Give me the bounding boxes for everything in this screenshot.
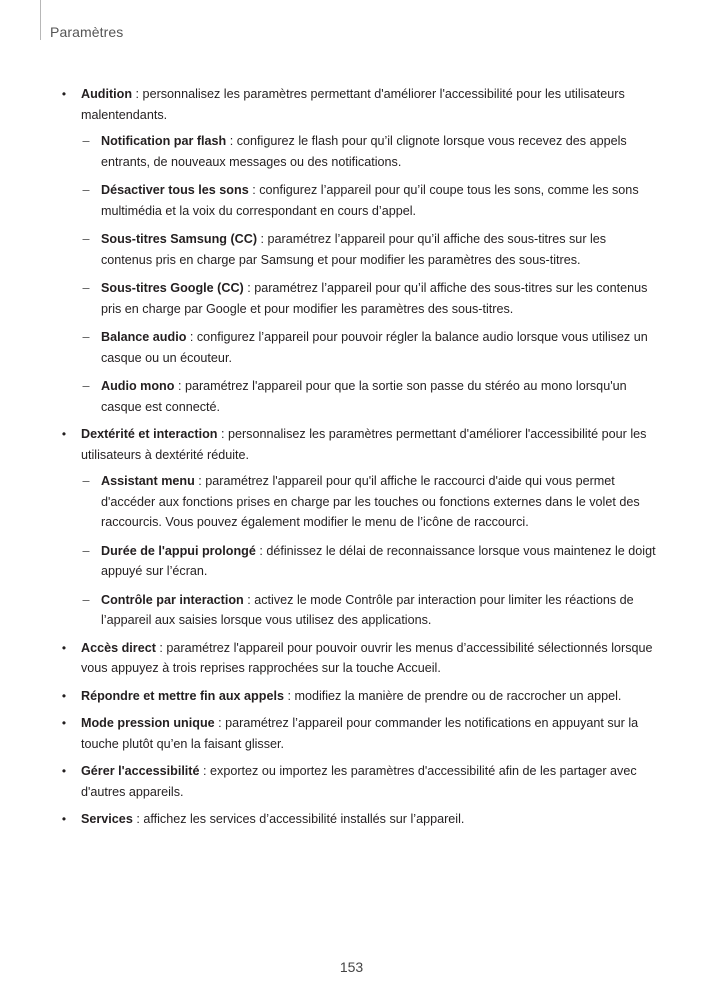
sub-item-term: Sous-titres Samsung (CC)	[101, 232, 258, 246]
list-item-acces-direct	[59, 638, 659, 679]
dash-icon: –	[82, 134, 90, 148]
item-term: Dextérité et interaction	[81, 427, 218, 441]
item-term: Gérer l'accessibilité	[81, 764, 200, 778]
bullet-icon: •	[61, 812, 67, 826]
sub-item-description: : paramétrez l’appareil pour qu’il affiche des sous-titres sur les contenus pris en charge par Samsung et pour modifier les paramètres des sous-titres.	[101, 232, 607, 267]
dash-icon: –	[82, 281, 90, 295]
item-description: : personnalisez les paramètres permettant d'améliorer l'accessibilité pour les utilisateurs à dextérité réduite.	[81, 427, 647, 462]
sub-item-term: Balance audio	[101, 330, 187, 344]
sub-item-term: Audio mono	[101, 379, 175, 393]
bullet-icon: •	[61, 764, 67, 778]
sub-item-term: Durée de l'appui prolongé	[101, 543, 256, 558]
sub-item-term: Sous-titres Google (CC)	[101, 281, 244, 295]
bullet-icon: •	[61, 87, 67, 101]
sub-item-sous-titres-samsung	[81, 229, 659, 270]
sub-item-term: Notification par flash	[101, 134, 227, 148]
item-term: Services	[81, 812, 133, 826]
item-description: : modifiez la manière de prendre ou de raccrocher un appel.	[283, 688, 622, 703]
dash-icon: –	[82, 592, 90, 607]
list-item-dexterite	[59, 424, 659, 631]
sub-item-sous-titres-google	[81, 278, 659, 319]
bullet-icon: •	[61, 688, 67, 703]
sub-item-description: : configurez le flash pour qu’il clignote lorsque vous recevez des appels entrants, de nouveaux messages ou des notifications.	[101, 134, 627, 169]
item-term: Audition	[81, 87, 133, 101]
sub-item-description: : paramétrez l'appareil pour que la sortie son passe du stéréo au mono lorsqu'un casque est connecté.	[101, 379, 627, 414]
sub-item-description: : activez le mode Contrôle par interaction pour limiter les réactions de l’appareil aux saisies lorsque vous utilisez des applications.	[101, 592, 634, 627]
sub-item-description: : configurez l’appareil pour qu’il coupe tous les sons, comme les sons multimédia et la voix du correspondant en cours d’appel.	[101, 183, 639, 218]
list-item-gerer-accessibilite	[59, 761, 659, 802]
item-term: Mode pression unique	[81, 716, 215, 730]
item-description: : exportez ou importez les paramètres d'accessibilité afin de les partager avec d'autres appareils.	[81, 764, 637, 799]
sub-item-desactiver-sons	[81, 180, 659, 221]
sub-item-description: : définissez le délai de reconnaissance lorsque vous maintenez le doigt appuyé sur l’écran.	[101, 543, 656, 578]
list-item-audition	[59, 84, 659, 417]
sub-item-balance-audio	[81, 327, 659, 368]
item-description: : affichez les services d’accessibilité installés sur l’appareil.	[132, 812, 465, 826]
sub-item-description: : paramétrez l’appareil pour qu’il affiche des sous-titres sur les contenus pris en charge par Google et pour modifier les paramètres des sous-titres.	[101, 281, 648, 316]
list-item-repondre-appels	[59, 686, 659, 707]
list-item-services	[59, 809, 659, 830]
header-divider	[40, 0, 41, 40]
bullet-icon: •	[61, 640, 67, 655]
list-item-mode-pression	[59, 713, 659, 754]
dash-icon: –	[82, 543, 90, 558]
item-term: Répondre et mettre fin aux appels	[81, 688, 284, 703]
sub-item-duree-appui	[81, 541, 659, 582]
sub-item-audio-mono	[81, 376, 659, 417]
item-description: : personnalisez les paramètres permettant d'améliorer l'accessibilité pour les utilisateurs malentendants.	[81, 87, 625, 122]
section-title: Paramètres	[50, 24, 124, 40]
dash-icon: –	[82, 474, 90, 488]
item-term: Accès direct	[81, 640, 156, 655]
page-number: 153	[339, 959, 364, 975]
dash-icon: –	[82, 330, 90, 344]
sub-item-assistant-menu	[81, 471, 659, 533]
sub-item-description: : paramétrez l'appareil pour qu'il affiche le raccourci d'aide qui vous permet d'accéder aux fonctions prises en charge par les touches ou fonctions externes dans le volet des raccourcis. Vous pouvez également modifier le menu de l’icône de raccourci.	[101, 474, 640, 529]
sub-list	[81, 131, 659, 417]
sub-item-notification-flash	[81, 131, 659, 172]
item-description: : paramétrez l’appareil pour commander les notifications en appuyant sur la touche plutôt qu’en la faisant glisser.	[81, 716, 639, 751]
dash-icon: –	[82, 232, 90, 246]
sub-list	[81, 471, 659, 631]
dash-icon: –	[82, 379, 90, 393]
item-description: : paramétrez l'appareil pour pouvoir ouvrir les menus d’accessibilité sélectionnés lorsque vous appuyez à trois reprises rapprochées sur la touche Accueil.	[81, 640, 653, 675]
settings-description-list	[59, 84, 659, 837]
sub-item-term: Assistant menu	[101, 474, 195, 488]
sub-item-term: Contrôle par interaction	[101, 592, 244, 607]
sub-item-controle-interaction	[81, 590, 659, 631]
bullet-icon: •	[61, 716, 67, 730]
dash-icon: –	[82, 183, 90, 197]
sub-item-description: : configurez l’appareil pour pouvoir régler la balance audio lorsque vous utilisez un casque ou un écouteur.	[101, 330, 648, 365]
sub-item-term: Désactiver tous les sons	[101, 183, 249, 197]
bullet-icon: •	[61, 427, 67, 441]
